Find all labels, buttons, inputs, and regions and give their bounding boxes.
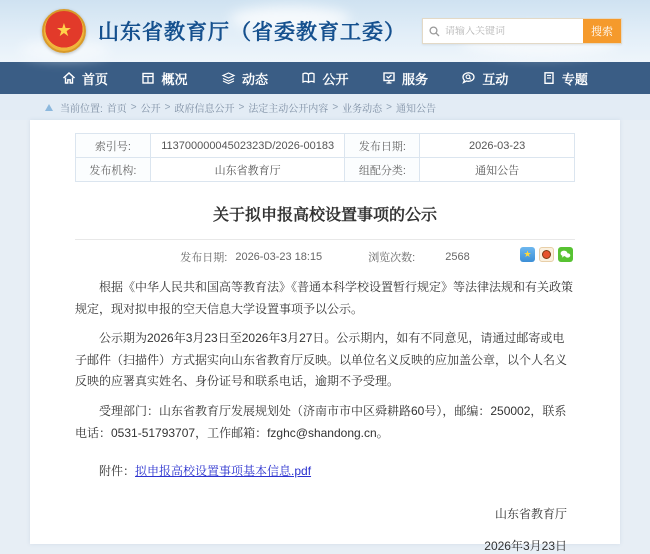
breadcrumb-item-notices[interactable]: 通知公告 xyxy=(396,103,436,115)
breadcrumb-item-gov-info[interactable]: 政府信息公开 xyxy=(174,103,235,115)
attachment-line xyxy=(75,462,575,479)
interact-icon xyxy=(461,71,476,85)
nav-item-overview[interactable]: 概况 xyxy=(141,69,187,88)
site-search xyxy=(422,18,622,44)
home-icon xyxy=(62,71,76,85)
meta-views-label: 浏览次数: xyxy=(368,252,416,264)
category-value: 通知公告 xyxy=(420,158,575,182)
paragraph-basis: 根据《中华人民共和国高等教育法》《普通本科学校设置暂行规定》等法律法规和有关政策规定，现对拟申报的空天信息大学设置事项予以公示。 xyxy=(75,280,574,316)
search-input[interactable] xyxy=(445,26,577,37)
news-icon xyxy=(221,71,236,85)
signature-date: 2026年3月23日 xyxy=(484,539,567,554)
signature-block xyxy=(75,505,575,554)
page-title: 关于拟申报高校设置事项的公示 xyxy=(212,207,437,224)
table-row xyxy=(76,158,575,182)
paragraph-period: 公示期为2026年3月23日至2026年3月27日。公示期内，如有不同意见，请通过邮寄或电子邮件（扫描件）方式据实向山东省教育厅反映。以单位名义反映的应加盖公章，以个人名义反映的应署真实姓名、身份证号和联系电话，逾期不予受理。 xyxy=(75,331,568,389)
national-emblem-logo: ★ xyxy=(42,9,86,53)
index-number-value: 11370000004502323D/2026-00183 xyxy=(150,134,345,158)
article-meta xyxy=(75,249,575,265)
service-icon xyxy=(382,71,396,85)
publish-date-label: 发布日期: xyxy=(345,134,420,158)
paragraph-contact: 受理部门：山东省教育厅发展规划处（济南市市中区舜耕路60号），邮编：250002，联系电话：0531-51793707，工作邮箱：fzghc@shandong.cn。 xyxy=(75,403,567,440)
nav-item-service[interactable]: 服务 xyxy=(382,69,428,88)
article-body xyxy=(75,277,575,444)
category-label: 组配分类: xyxy=(345,158,420,182)
issuing-agency-value: 山东省教育厅 xyxy=(150,158,345,182)
meta-publish-date: 2026-03-23 18:15 xyxy=(235,251,323,263)
signature-agency: 山东省教育厅 xyxy=(494,507,567,522)
meta-publish-date-label: 发布日期: xyxy=(180,252,228,264)
site-title: 山东省教育厅（省委教育工委） xyxy=(98,21,406,44)
attachment-label: 附件： xyxy=(99,464,136,479)
disclosure-icon xyxy=(301,71,316,85)
overview-icon xyxy=(141,71,155,85)
nav-item-home[interactable]: 首页 xyxy=(62,69,108,88)
search-icon xyxy=(429,26,440,37)
nav-item-disclosure[interactable]: 公开 xyxy=(301,69,348,88)
breadcrumb-item-home[interactable]: 首页 xyxy=(106,103,127,115)
breadcrumb-item-statutory[interactable]: 法定主动公开内容 xyxy=(248,103,329,115)
publish-date-value: 2026-03-23 xyxy=(420,134,575,158)
attachment-pdf-link[interactable]: 拟申报高校设置事项基本信息.pdf xyxy=(135,464,312,479)
location-icon xyxy=(44,103,54,112)
topics-icon xyxy=(542,71,556,85)
site-header xyxy=(0,0,650,62)
nav-item-news[interactable]: 动态 xyxy=(221,69,268,88)
divider xyxy=(75,239,575,240)
qzone-share-icon[interactable]: ★ xyxy=(520,247,535,262)
nav-item-interact[interactable]: 互动 xyxy=(461,69,508,88)
wechat-share-icon[interactable] xyxy=(558,247,573,262)
issuing-agency-label: 发布机构: xyxy=(76,158,151,182)
share-buttons xyxy=(520,247,573,262)
nav-item-topics[interactable]: 专题 xyxy=(542,69,588,88)
meta-views-count: 2568 xyxy=(445,251,470,263)
main-nav xyxy=(0,62,650,94)
breadcrumb-item-disclosure[interactable]: 公开 xyxy=(140,103,161,115)
breadcrumb-label: 当前位置: xyxy=(60,103,103,115)
document-info-table xyxy=(75,133,575,182)
breadcrumb-item-business[interactable]: 业务动态 xyxy=(342,103,383,115)
content-card xyxy=(30,120,620,554)
search-button[interactable]: 搜索 xyxy=(583,19,621,43)
breadcrumb: 当前位置: 首页 > 公开 > 政府信息公开 > 法定主动公开内容 > 业务动态 > 通知公告 xyxy=(0,94,650,120)
index-number-label: 索引号: xyxy=(76,134,151,158)
table-row xyxy=(76,134,575,158)
weibo-share-icon[interactable] xyxy=(539,247,554,262)
